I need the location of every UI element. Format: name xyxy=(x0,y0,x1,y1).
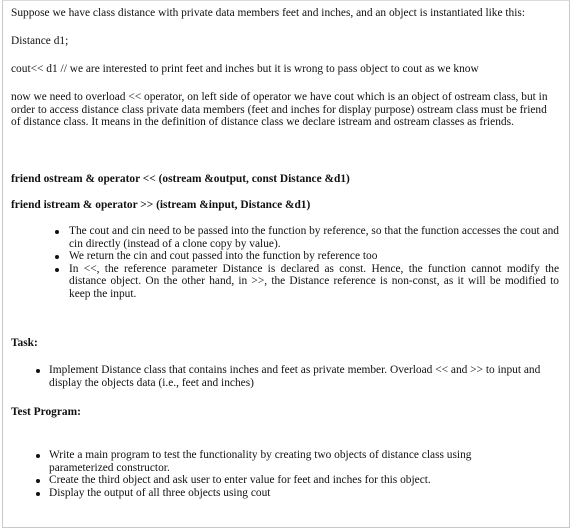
list-item: Create the third object and ask user to enter value for feet and inches for this object. xyxy=(49,474,509,487)
task-heading: Task: xyxy=(11,337,38,349)
list-item: The cout and cin need to be passed into the function by reference, so that the function accesses the cout and cin directly (instead of a clone copy by value). xyxy=(69,225,559,250)
list-item: In <<, the reference parameter Distance is declared as const. Hence, the function cannot modify the distance object. On the other hand, in >>, the Distance reference is non-const, as it will be modified to keep the input. xyxy=(69,262,559,300)
intro-paragraph: Suppose we have class distance with private data members feet and inches, and an object is instantiated like this: xyxy=(11,7,526,19)
task-list xyxy=(49,364,549,389)
friend-istream-declaration: friend istream & operator >> (istream &input, Distance &d1) xyxy=(11,199,311,211)
friend-ostream-declaration: friend ostream & operator << (ostream &output, const Distance &d1) xyxy=(11,173,350,185)
list-item: We return the cin and cout passed into the function by reference too xyxy=(69,250,559,263)
list-item: Write a main program to test the functionality by creating two objects of distance class using parameterized constructor. xyxy=(49,449,509,474)
list-item: Implement Distance class that contains inches and feet as private member. Overload << and >> to input and display the objects data (i.e., feet and inches) xyxy=(49,364,549,389)
document-page xyxy=(2,0,570,528)
list-item: Display the output of all three objects using cout xyxy=(49,487,509,500)
test-program-heading: Test Program: xyxy=(11,406,81,418)
test-program-list xyxy=(49,449,509,499)
notes-list xyxy=(69,225,559,301)
cout-line: cout<< d1 // we are interested to print feet and inches but it is wrong to pass object to cout as we know xyxy=(11,63,479,75)
declaration-line: Distance d1; xyxy=(11,35,69,47)
explanation-paragraph: now we need to overload << operator, on left side of operator we have cout which is an object of ostream class, but in order to access distance class private data members (feet and inches for display purpose) ostream class must be friend of distance class. It means in the definition of distance class we declare istream and ostream classes as friends. xyxy=(11,91,548,129)
